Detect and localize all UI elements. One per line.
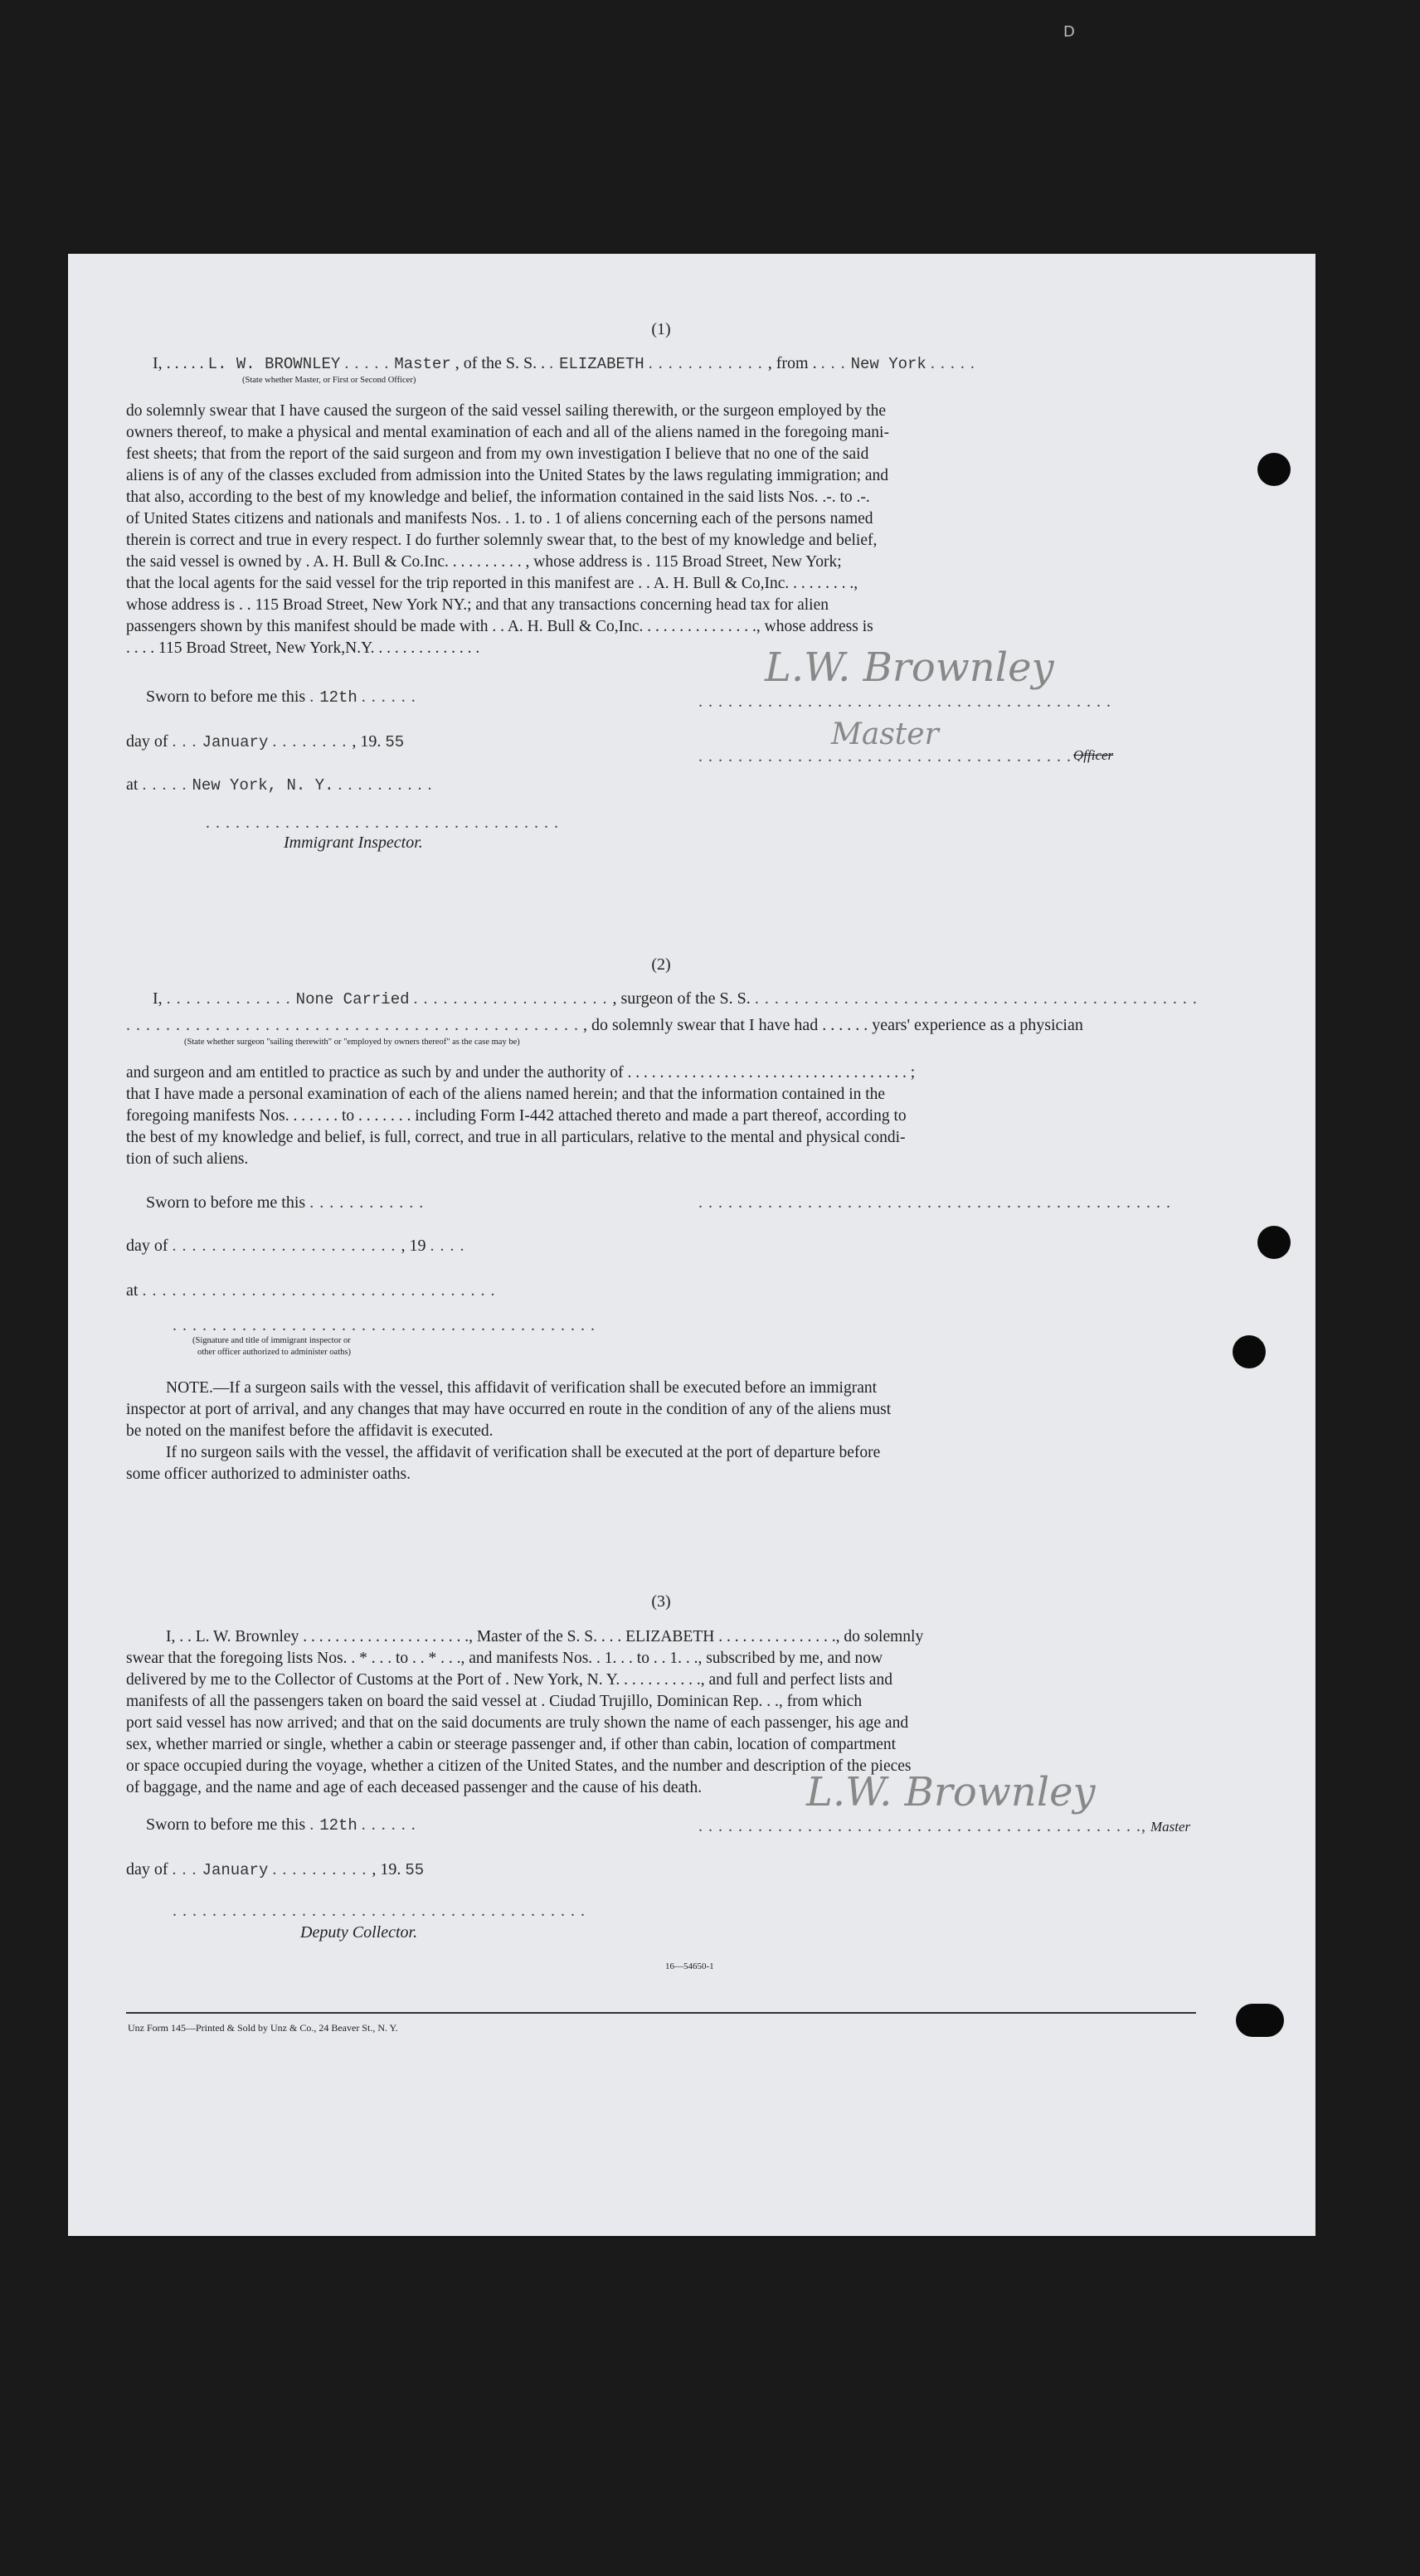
of-ss-label: , of the S. S. . <box>455 354 546 372</box>
body-line: port said vessel has now arrived; and that on the said documents are truly shown the name of each passenger, his age and <box>126 1714 909 1732</box>
body-line: sex, whether married or single, whether a cabin or steerage passenger and, if other than cabin, location of compartment <box>126 1736 897 1753</box>
section-number: (1) <box>651 320 671 338</box>
sig-note: (Signature and title of immigrant inspector or <box>192 1336 351 1345</box>
day-of-label: day of <box>126 732 168 751</box>
from-label: , from . <box>767 354 817 372</box>
section-number: (3) <box>651 1592 671 1611</box>
state-note: (State whether surgeon "sailing therewith" or "employed by owners thereof" as the case may be) <box>184 1038 520 1047</box>
body-line: do solemnly swear that I have caused the surgeon of the said vessel sailing therewith, or the surgeon employed by the <box>126 402 887 420</box>
sworn-label: Sworn to before me this <box>146 1193 306 1212</box>
surgeon-name: None Carried <box>295 990 410 1009</box>
body-line: and surgeon and am entitled to practice as such by and under the authority of . . . . . . . . . . . . . . . . . . . . . . . . . . . . . . . . . . . ; <box>126 1064 916 1081</box>
signature-title: Master <box>831 717 939 751</box>
punch-hole <box>1233 1335 1266 1368</box>
printer-line: Unz Form 145—Printed & Sold by Unz & Co., 24 Beaver St., N. Y. <box>128 2022 398 2034</box>
punch-hole <box>1236 2004 1284 2037</box>
month: January <box>202 733 269 751</box>
month: January <box>202 1861 269 1879</box>
body-line: the said vessel is owned by . A. H. Bull & Co.Inc. . . . . . . . . . , whose address is . 115 Broad Street, New York; <box>126 553 842 571</box>
form-code: 16—54650-1 <box>665 1961 714 1971</box>
day-of-label: day of <box>126 1860 168 1879</box>
sworn-label: Sworn to before me this <box>146 688 306 706</box>
corner-mark: D <box>1063 23 1075 41</box>
sworn-day: 12th <box>319 1816 357 1835</box>
body-line: or space occupied during the voyage, whether a citizen of the United States, and the number and description of the pieces <box>126 1757 912 1775</box>
body-line: manifests of all the passengers taken on board the said vessel at . Ciudad Trujillo, Dominican Rep. . ., from which <box>126 1693 863 1710</box>
collector-label: Deputy Collector. <box>300 1923 418 1942</box>
body-line: passengers shown by this manifest should be made with . . A. H. Bull & Co,Inc. . . . . . . . . . . . . . ., whose address is <box>126 618 873 635</box>
sig-note: other officer authorized to administer oaths) <box>197 1348 351 1357</box>
manifest-page <box>68 254 1315 2236</box>
body-line: swear that the foregoing lists Nos. . * . . . to . . * . . ., and manifests Nos. . 1. . . to . . 1. . ., subscribed by me, and now <box>126 1650 883 1667</box>
master-signature: L.W. Brownley <box>765 644 1054 691</box>
note-line: be noted on the manifest before the affidavit is executed. <box>126 1422 494 1440</box>
body-line: of baggage, and the name and age of each deceased passenger and the cause of his death. <box>126 1779 703 1796</box>
intro-label: I, . . . . . <box>153 354 204 372</box>
inspector-label: Immigrant Inspector. <box>284 834 423 852</box>
intro-label: I, <box>153 989 163 1008</box>
body-line: fest sheets; that from the report of the said surgeon and from my own investigation I believe that no one of the said <box>126 445 869 463</box>
note-line: some officer authorized to administer oaths. <box>126 1465 411 1483</box>
officer-label: Officer <box>1073 747 1114 763</box>
punch-hole <box>1257 1226 1291 1259</box>
day-of-label: day of <box>126 1237 168 1255</box>
affidavit-surgeon: (2) I, . . . . . . . . . . . . . None Carried . . . . . . . . . . . . . . . . . . . . , surgeon of the S. S. . . . . . . . . . . . . . . . . . . . . . . . . . . . . . . . . . . . . . . . . . . . . . . . . . . . . . . . . . . . . . . . . . . . . . . . . . . . . . . . . . . . . . . . . . . . , do solemnly swear that I have had . . . . . . years' experience as a physician (State whether surgeon "sailing therewith" or "employed by owners thereof" as the case may be) and surgeon and am entitled to practice as such by and under the authority of . . . . . . . . . . . . . . . . . . . . . . . . . . . . . . . . . . . ; that I have made a personal examination of each of the aliens named herein; and that the information contained in the foregoing manifests Nos. . . . . . . to . . . . . . . including Form I-442 attached thereto and made a part thereof, according to the best of my knowledge and belief, is full, correct, and true in all particulars, relative to the mental and physical condi- tion of such aliens. Sworn to before me this . . . . . . . . . . . . . . . . . . . . . . . . . . . . . . . . . . . . . . . . . . . . . . . . . . . . . . . . . . . . day of . . . . . . . . . . . . . . . . . . . . . . . , 19 . . . . at . . . . . . . . . . . . . . . . . . . . . . . . . . . . . . . . . . . . . . . . . . . . . . . . . . . . . . . . . . . . . . . . . . . . . . . . . . . . . . . (Signature and title of immigrant inspector or other officer authorized to administer oaths) NOTE.—If a surgeon sails with the vessel, this affidavit of verification shall be executed before an immigrant inspector at port of arrival, and any changes that may have occurred en route in the condition of any of the aliens must be noted on the manifest before the affidavit is executed. If no surgeon sails with the vessel, the affidavit of verification shall be executed at the port of departure before some officer authorized to administer oaths. <box>126 955 1196 1485</box>
body-line: I, . . L. W. Brownley . . . . . . . . . . . . . . . . . . . . ., Master of the S. S. . . . ELIZABETH . . . . . . . . . . . . . . ., do solemnly <box>166 1628 924 1645</box>
year: 55 <box>385 733 405 751</box>
master-label: Master <box>1150 1819 1191 1835</box>
body-line: aliens is of any of the classes excluded from admission into the United States by the laws regulating immigration; and <box>126 467 889 484</box>
year-label: , 19 <box>401 1237 426 1255</box>
affidavit-collector: (3) I, . . L. W. Brownley . . . . . . . . . . . . . . . . . . . . ., Master of the S. S. . . . ELIZABETH . . . . . . . . . . . . . . ., do solemnly swear that the foregoing lists Nos. . * . . . to . . * . . ., and manifests Nos. . 1. . . to . . 1. . ., subscribed by me, and now delivered by me to the Collector of Customs at the Port of . New York, N. Y. . . . . . . . . . ., and full and perfect lists and manifests of all the passengers taken on board the said vessel at . Ciudad Trujillo, Dominican Rep. . ., from which port said vessel has now arrived; and that on the said documents are truly shown the name of each passenger, his age and sex, whether married or single, whether a cabin or steerage passenger and, if other than cabin, location of compartment or space occupied during the voyage, whether a citizen of the United States, and the number and description of the pieces of baggage, and the name and age of each deceased passenger and the cause of his death. Sworn to before me this . 12th . . . . . . L.W. Brownley . . . . . . . . . . . . . . . . . . . . . . . . . . . . . . . . . . . . . . . . . . . . ., Master day of . . . January . . . . . . . . . . , 19. 55 . . . . . . . . . . . . . . . . . . . . . . . . . . . . . . . . . . . . . . . . . . Deputy Collector. 16—54650-1 <box>126 1592 1196 1981</box>
year-prefix: , 19. <box>352 732 382 751</box>
master-title: Master <box>394 355 451 373</box>
body-line: whose address is . . 115 Broad Street, New York NY.; and that any transactions concerning head tax for alien <box>126 596 829 614</box>
at-label: at <box>126 775 139 794</box>
state-note: (State whether Master, or First or Second Officer) <box>242 376 416 385</box>
at-label: at <box>126 1281 139 1300</box>
body-line: tion of such aliens. <box>126 1150 249 1168</box>
surgeon-of: , surgeon of the S. S. <box>612 989 751 1008</box>
body-line: foregoing manifests Nos. . . . . . . to . . . . . . . including Form I-442 attached thereto and made a part thereof, according to <box>126 1107 907 1125</box>
body-line: delivered by me to the Collector of Customs at the Port of . New York, N. Y. . . . . . . . . . ., and full and perfect lists and <box>126 1671 892 1689</box>
sworn-day: 12th <box>319 688 357 707</box>
note-line: inspector at port of arrival, and any changes that may have occurred en route in the condition of any of the aliens must <box>126 1401 892 1418</box>
body-line: . . . . 115 Broad Street, New York,N.Y. . . . . . . . . . . . . . <box>126 639 480 657</box>
note-line: If no surgeon sails with the vessel, the affidavit of verification shall be executed at the port of departure before <box>166 1444 881 1461</box>
body-line: of United States citizens and nationals and manifests Nos. . 1. to . 1 of aliens concerning each of the persons named <box>126 510 873 527</box>
body-line: the best of my knowledge and belief, is full, correct, and true in all particulars, relative to the mental and physical condi- <box>126 1129 906 1146</box>
footer-rule <box>126 2012 1196 2014</box>
punch-hole <box>1257 453 1291 486</box>
sworn-label: Sworn to before me this <box>146 1815 306 1834</box>
surgeon-note <box>126 1378 1196 1485</box>
do-swear: , do solemnly swear that I have had . . . . . . years' experience as a physician <box>583 1016 1083 1034</box>
section-number: (2) <box>651 955 671 974</box>
body-line: that the local agents for the said vessel for the trip reported in this manifest are . . A. H. Bull & Co,Inc. . . . . . . . ., <box>126 575 858 592</box>
body-line: owners thereof, to make a physical and mental examination of each and all of the aliens named in the foregoing mani- <box>126 424 889 441</box>
body-line: that I have made a personal examination of each of the aliens named herein; and that the information contained in the <box>126 1086 886 1103</box>
master-name: L. W. BROWNLEY <box>207 355 341 373</box>
body-line: that also, according to the best of my knowledge and belief, the information contained in the said lists Nos. .-. to .-. <box>126 488 870 506</box>
from-port: New York <box>850 355 926 373</box>
section2-body <box>126 1062 1196 1170</box>
note-line: NOTE.—If a surgeon sails with the vessel, this affidavit of verification shall be executed before an immigrant <box>166 1379 878 1397</box>
place: New York, N. Y. <box>192 776 334 795</box>
body-line: therein is correct and true in every respect. I do further solemnly swear that, to the best of my knowledge and belief, <box>126 532 878 549</box>
master-signature: L.W. Brownley <box>806 1769 1096 1815</box>
affidavit-master: (1) I, . . . . . L. W. BROWNLEY . . . . . Master , of the S. S. . . ELIZABETH . . . . . . . . . . . . , from . . . . New York . . . . . (State whether Master, or First or Second Officer) do solemnly swear that I have caused the surgeon of the said vessel sailing therewith, or the surgeon employed by the owners thereof, to make a physical and mental examination of each and all of the aliens named in the foregoing mani- fest sheets; that from the report of the said surgeon and from my own investigation I believe that no one of the said aliens is of any of the classes excluded from admission into the United States by the laws regulating immigration; and that also, according to the best of my knowledge and belief, the information contained in the said lists Nos. .-. to .-. of United States citizens and nationals and manifests Nos. . 1. to . 1 of aliens concerning each of the persons named therein is correct and true in every respect. I do further solemnly swear that, to the best of my knowledge and belief, the said vessel is owned by . A. H. Bull & Co.Inc. . . . . . . . . . , whose address is . 115 Broad Street, New York; that the local agents for the said vessel for the trip reported in this manifest are . . A. H. Bull & Co,Inc. . . . . . . . ., whose address is . . 115 Broad Street, New York NY.; and that any transactions concerning head tax for alien passengers shown by this manifest should be made with . . A. H. Bull & Co,Inc. . . . . . . . . . . . . . ., whose address is . . . . 115 Broad Street, New York,N.Y. . . . . . . . . . . . . . Sworn to before me this . 12th . . . . . . day of . . . January . . . . . . . . , 19. 55 at . . . . . New York, N. Y. . . . . . . . . . . . . . . . . . . . . . . . . . . . . . . . . . . . . . . . . . . . . . . Immigrant Inspector. L.W. Brownley . . . . . . . . . . . . . . . . . . . . . . . . . . . . . . . . . . . . . . . . . . Master . . . . . . . . . . . . . . . . . . . . . . . . . . . . . . . . . . . . . . . Officer <box>126 320 1196 850</box>
vessel-name: ELIZABETH <box>559 355 644 373</box>
section1-body <box>126 401 1196 659</box>
year-prefix: , 19. <box>372 1860 401 1879</box>
year: 55 <box>405 1861 425 1879</box>
